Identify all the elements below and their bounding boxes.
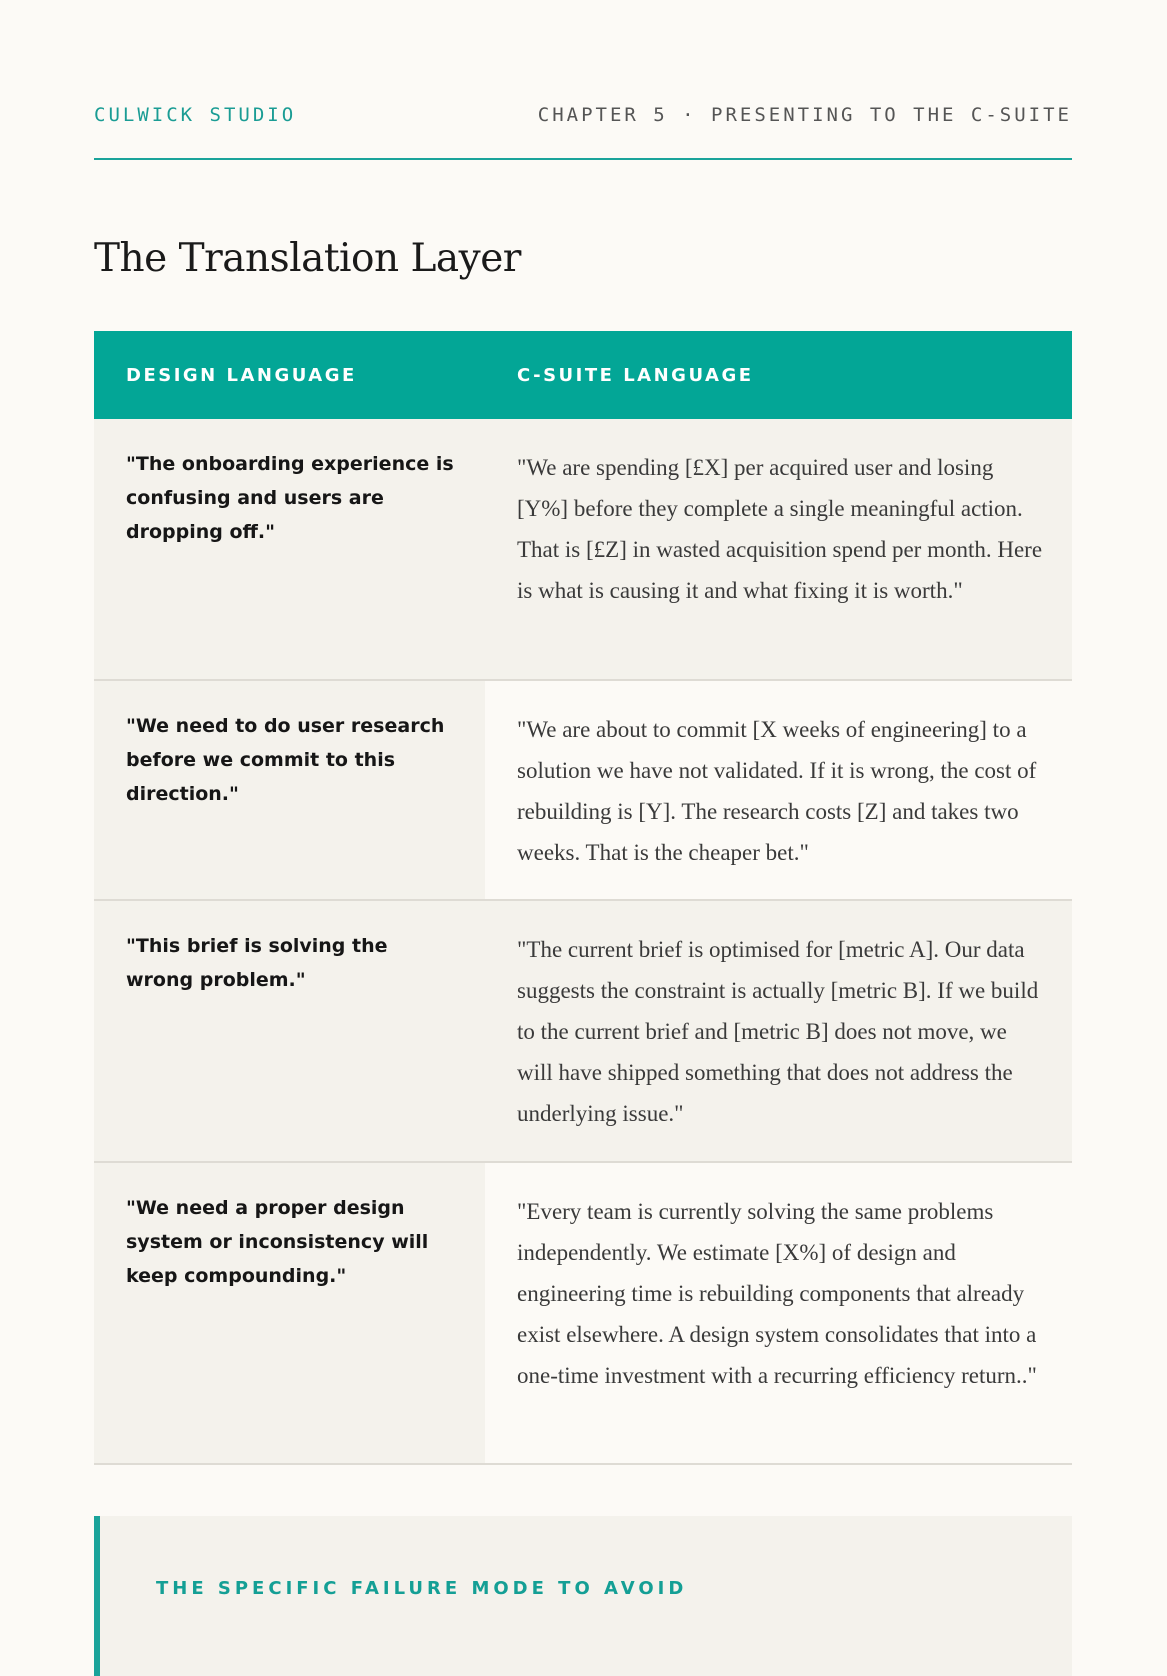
csuite-language-cell: "We are about to commit [X weeks of engineering] to a solution we have not validated. If it is wrong, the cost of rebuilding is [Y]. The research costs [Z] and takes two weeks. That is the cheaper bet." xyxy=(485,681,1072,899)
table-row xyxy=(94,681,1072,901)
callout-label: THE SPECIFIC FAILURE MODE TO AVOID xyxy=(156,1578,688,1599)
table-header xyxy=(94,331,1072,419)
csuite-language-cell: "We are spending [£X] per acquired user and losing [Y%] before they complete a single meaningful action. That is [£Z] in wasted acquisition spend per month. Here is what is causing it and what fixing it is worth." xyxy=(485,419,1072,679)
design-language-cell: "The onboarding experience is confusing and users are dropping off." xyxy=(94,419,485,679)
translation-table xyxy=(94,331,1072,1465)
brand-name: CULWICK STUDIO xyxy=(94,104,297,126)
callout-box xyxy=(94,1516,1072,1676)
page-header xyxy=(94,100,1072,160)
chapter-label: CHAPTER 5 · PRESENTING TO THE C-SUITE xyxy=(537,104,1072,126)
column-header-design: DESIGN LANGUAGE xyxy=(126,364,357,386)
table-row xyxy=(94,419,1072,681)
page-title: The Translation Layer xyxy=(94,236,521,281)
column-header-csuite: C-SUITE LANGUAGE xyxy=(517,364,754,386)
table-row xyxy=(94,1163,1072,1465)
csuite-language-cell: "The current brief is optimised for [metric A]. Our data suggests the constraint is actually [metric B]. If we build to the current brief and [metric B] does not move, we will have shipped something that does not address the underlying issue." xyxy=(485,901,1072,1161)
table-row xyxy=(94,901,1072,1163)
design-language-cell: "This brief is solving the wrong problem." xyxy=(94,901,485,1161)
design-language-cell: "We need a proper design system or inconsistency will keep compounding." xyxy=(94,1163,485,1463)
design-language-cell: "We need to do user research before we commit to this direction." xyxy=(94,681,485,899)
csuite-language-cell: "Every team is currently solving the same problems independently. We estimate [X%] of design and engineering time is rebuilding components that already exist elsewhere. A design system consolidates that into a one-time investment with a recurring efficiency return.." xyxy=(485,1163,1072,1463)
